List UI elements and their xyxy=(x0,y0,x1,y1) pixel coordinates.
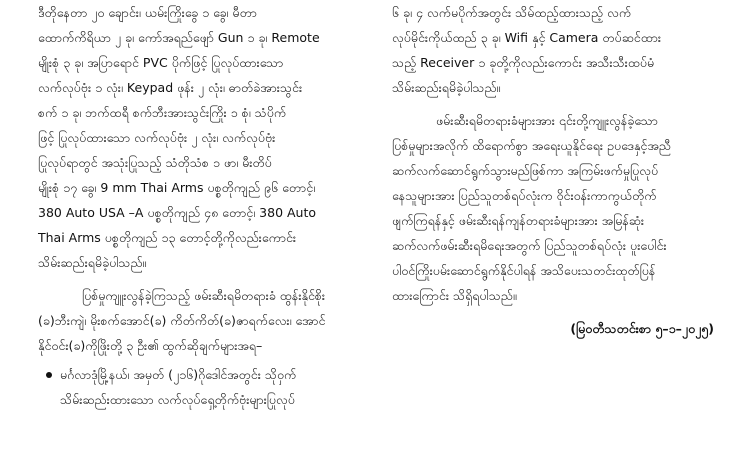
text-line: ဒီတိုနေတာ ၂၀ ချောင်း၊ ယမ်းကြိုးခွေ ၁ ခွေ၊ မီတာ xyxy=(38,5,257,20)
text-line: Thai Arms ပစ္စတိုကျည် ၁၃ တောင့်တို့ကိုလည်းကောင်း xyxy=(38,230,297,245)
text-line: သိမ်းဆည်းထားသော လက်လုပ်ရှေ့တိုက်ဗုံးများပြုလုပ် xyxy=(60,392,295,407)
text-line: ပြစ်မှုကျူးလွန်ခဲ့ကြသည့် ဖမ်းဆီးရမိတရားခံ ထွန်းနိုင်စိုး xyxy=(82,288,326,303)
bullet-dot-icon xyxy=(46,372,52,378)
text-line: သိမ်းဆည်းရမိခဲ့ပါသည်။ xyxy=(38,255,147,270)
text-line: ပြုလုပ်ရာတွင် အသုံးပြုသည့် သံတိုသံစ ၁ ဖာ၊ မီးတိပ် xyxy=(38,155,272,170)
text-line: လက်လုပ်ဗုံး ၁ လုံး၊ Keypad ဖုန်း ၂ လုံး၊ ဓာတ်ခဲအားသွင်း xyxy=(38,80,303,95)
text-line: လုပ်မိုင်းကိုယ်ထည် ၃ ခု၊ Wifi နှင့် Camera တပ်ဆင်ထား xyxy=(392,30,662,45)
text-line: ၆ ခု၊ ၄ လက်မပိုက်အတွင်း သိမ်ထည့်ထားသည့် လက် xyxy=(392,5,632,20)
text-line: ဖျက်ကြရန်နှင့် ဖမ်းဆီးရန်ကျန်တရားခံများအား အမြန်ဆုံး xyxy=(392,213,645,228)
text-line: ဆက်လက်ဖမ်းဆီးရမိရေးအတွက် ပြည်သူတစ်ရပ်လုံး ပူးပေါင်း xyxy=(392,238,667,253)
text-line: စက် ၁ ခု၊ ဘက်ထရီ စက်ဘီးအားသွင်းကြိုး ၁ စုံ၊ သံပိုက် xyxy=(38,105,287,120)
right-paragraph-appeal xyxy=(392,108,714,308)
text-line: နိုင်ဝင်း(ခ)ကိုဖြိုးတို့ ၃ ဦး၏ ထွက်ဆိုချက်များအရ– xyxy=(38,338,263,353)
text-line: ဖမ်းဆီးရမိတရားခံများအား ၎င်းတို့ကျူးလွန်ခဲ့သော xyxy=(436,113,658,128)
text-line: သိမ်းဆည်းရမိခဲ့ပါသည်။ xyxy=(392,80,501,95)
source-citation: (မြဝတီသတင်းစာ ၅–၁–၂၀၂၅) xyxy=(570,321,714,336)
text-line: သည့် Receiver ၁ ခုတို့ကိုလည်းကောင်း အသီးသီးထပ်မံ xyxy=(392,55,655,70)
left-paragraph-seized-items xyxy=(38,0,368,275)
text-line: (ခ)ဘီးကျဲ၊ မိုးစက်အောင်(ခ) ကိတ်ကိတ်(ခ)ဇာရက်လေး၊ အောင် xyxy=(38,313,326,328)
text-line: ပါဝင်ကြိုးပမ်းဆောင်ရွက်နိုင်ပါရန် အသိပေးသတင်းထုတ်ပြန် xyxy=(392,263,656,278)
text-line: ပြစ်မှုများအလိုက် ထိရောက်စွာ အရေးယူနိုင်ရေး ဥပဒေနှင့်အညီ xyxy=(392,138,671,153)
text-line: မင်္ဂလာဒုံမြို့နယ်၊ အမှတ် (၂၁၆)ဂိုဒေါင်အတွင်း သိုဝှက် xyxy=(60,367,297,382)
text-line: ဆက်လက်ဆောင်ရွက်သွားမည်ဖြစ်ကာ အကြမ်းဖက်မှုပြုလုပ် xyxy=(392,163,659,178)
bullet-list xyxy=(38,362,368,412)
left-column xyxy=(38,0,368,412)
right-paragraph-more-items xyxy=(392,0,714,100)
text-line: ဖြင့် ပြုလုပ်ထားသော လက်လုပ်ဗုံး ၂ လုံး၊ လက်လုပ်ဗုံး xyxy=(38,130,276,145)
text-line: ထားကြောင်း သိရှိရပါသည်။ xyxy=(392,288,517,303)
left-paragraph-confessions xyxy=(38,283,368,358)
text-line: ထောက်ကိရိယာ ၂ ခု၊ ကော်အရည်ဖျော် Gun ၁ ခု၊ Remote xyxy=(38,30,320,45)
text-line: မျိုးစုံ ၁၇ ခွေ၊ 9 mm Thai Arms ပစ္စတိုကျည် ၉၆ တောင့်၊ xyxy=(38,180,316,195)
text-line: နေသူများအား ပြည်သူတစ်ရပ်လုံးက ဝိုင်းဝန်းကာကွယ်တိုက် xyxy=(392,188,657,203)
list-item xyxy=(38,362,368,412)
text-line: မျိုးစုံ ၃ ခု၊ အပြာရောင် PVC ပိုက်ဖြင့် ပြုလုပ်ထားသော xyxy=(38,55,284,70)
text-line: 380 Auto USA –A ပစ္စတိုကျည် ၄၈ တောင့်၊ 380 Auto xyxy=(38,205,317,220)
right-column xyxy=(392,0,714,341)
